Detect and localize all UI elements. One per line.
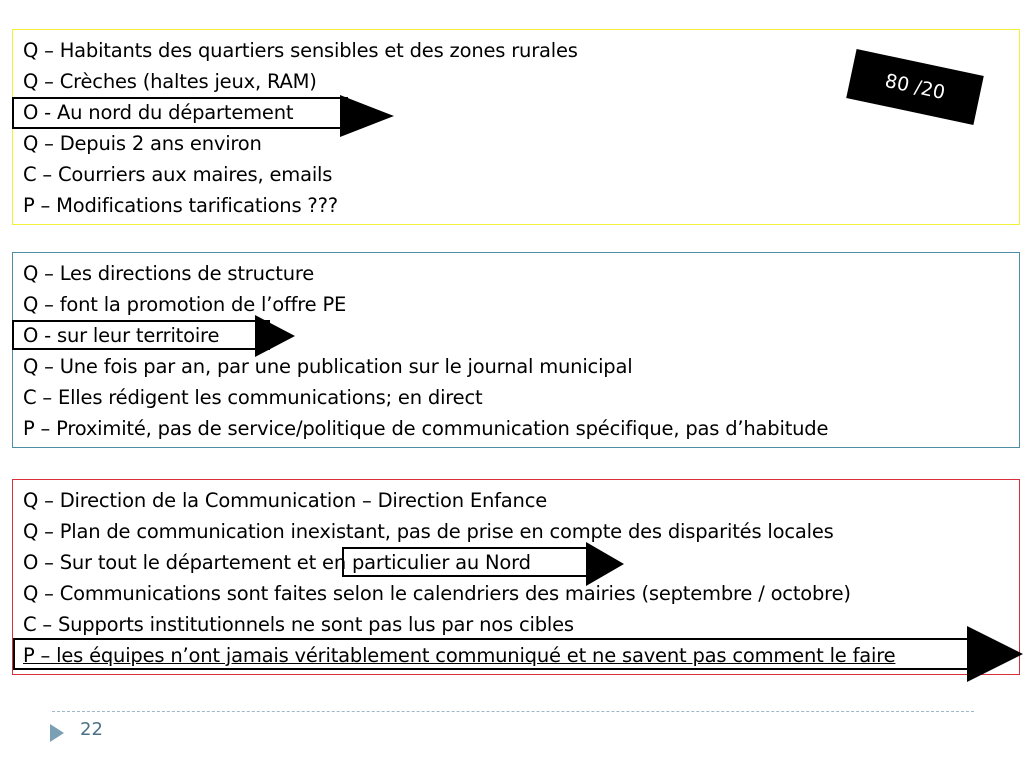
highlight-territoire (12, 320, 270, 350)
arrow-right-icon (340, 95, 394, 137)
footer-divider (52, 711, 974, 712)
box3-line-5: C – Supports institutionnels ne sont pas lus par nos cibles (23, 613, 574, 636)
box2-line-2: Q – font la promotion de l’offre PE (23, 293, 347, 316)
box1-line-3: O - Au nord du département (23, 101, 294, 124)
box3-line-4: Q – Communications sont faites selon le calendriers des mairies (septembre / octobre) (23, 582, 851, 605)
box2-line-1: Q – Les directions de structure (23, 262, 315, 285)
highlight-nord (342, 547, 588, 577)
box2-line-5: C – Elles rédigent les communications; en direct (23, 386, 483, 409)
highlight-nord-departement (12, 97, 348, 129)
box2-line-3: O - sur leur territoire (23, 324, 220, 347)
box3-line-3: O – Sur tout le département et en particulier au Nord (23, 551, 531, 574)
highlight-equipes (13, 638, 971, 670)
box1-line-1: Q – Habitants des quartiers sensibles et des zones rurales (23, 39, 578, 62)
arrow-right-icon (255, 315, 295, 357)
text-box-2 (12, 252, 1020, 448)
arrow-right-icon (967, 626, 1023, 682)
box1-line-2: Q – Crèches (haltes jeux, RAM) (23, 70, 317, 93)
box3-line-2: Q – Plan de communication inexistant, pas de prise en compte des disparités locales (23, 520, 834, 543)
box1-line-6: P – Modifications tarifications ??? (23, 194, 338, 217)
box1-line-5: C – Courriers aux maires, emails (23, 163, 333, 186)
ratio-badge-text: 80 /20 (882, 69, 948, 105)
page-number: 22 (80, 719, 103, 740)
box1-line-4: Q – Depuis 2 ans environ (23, 132, 262, 155)
box3-line-1: Q – Direction de la Communication – Direction Enfance (23, 489, 548, 512)
box2-line-6: P – Proximité, pas de service/politique de communication spécifique, pas d’habitude (23, 417, 829, 440)
arrow-right-icon (586, 542, 624, 586)
box3-line-6: P – les équipes n’ont jamais véritablement communiqué et ne savent pas comment le faire (23, 644, 896, 667)
box2-line-4: Q – Une fois par an, par une publication sur le journal municipal (23, 355, 633, 378)
triangle-bullet-icon (50, 724, 64, 742)
